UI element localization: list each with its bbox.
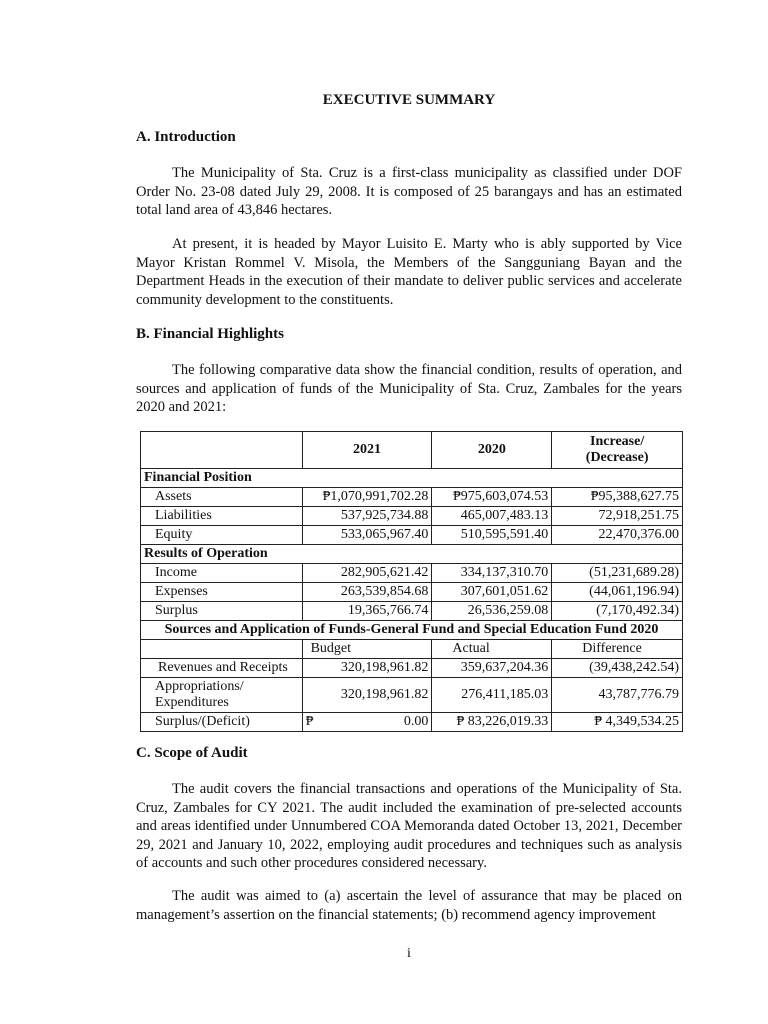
- table-header-row: [141, 432, 683, 469]
- results-of-operation-title: Results of Operation: [141, 545, 683, 564]
- cell-diff: (44,061,196.94): [552, 583, 683, 602]
- header-difference: [552, 432, 683, 469]
- table-row: [141, 602, 683, 621]
- cell-diff: (51,231,689.28): [552, 564, 683, 583]
- row-label: Surplus: [141, 602, 303, 621]
- table-row: [141, 659, 683, 678]
- cell-budget: [302, 713, 432, 732]
- cell-2021: 19,365,766.74: [302, 602, 432, 621]
- header-difference-line1: Increase/: [590, 434, 645, 449]
- subheader-blank: [141, 640, 303, 659]
- subheader-budget: Budget: [302, 640, 432, 659]
- row-label: Assets: [141, 488, 303, 507]
- intro-paragraph-1: The Municipality of Sta. Cruz is a first-class municipality as classified under DOF Order No. 23-08 dated July 29, 2008. It is composed of 25 barangays and has an estimated total land area of 43,846 hectares.: [136, 165, 682, 218]
- sources-subheader-row: [141, 640, 683, 659]
- subheader-difference: Difference: [552, 640, 683, 659]
- cell-diff: 43,787,776.79: [552, 678, 683, 713]
- scope-paragraph-2: The audit was aimed to (a) ascertain the level of assurance that may be placed on management’s assertion on the financial statements; (b) recommend agency improvement: [136, 888, 682, 923]
- surplus-deficit-row: [141, 713, 683, 732]
- header-2020: 2020: [432, 432, 552, 469]
- row-label-line2: Expenditures: [155, 695, 229, 710]
- table-row: [141, 526, 683, 545]
- peso-sign: ₱: [305, 714, 314, 729]
- cell-2020: 307,601,051.62: [432, 583, 552, 602]
- header-difference-line2: (Decrease): [585, 450, 649, 465]
- cell-budget: 320,198,961.82: [302, 659, 432, 678]
- financial-highlights-table: [140, 431, 683, 732]
- row-label: Expenses: [141, 583, 303, 602]
- table-row: [141, 507, 683, 526]
- row-label-line1: Appropriations/: [155, 679, 244, 694]
- header-2021: 2021: [302, 432, 432, 469]
- section-a-heading: A. Introduction: [136, 129, 236, 145]
- cell-2021: 537,925,734.88: [302, 507, 432, 526]
- subheader-actual: Actual: [432, 640, 552, 659]
- page-number: i: [407, 946, 411, 961]
- section-b-heading: B. Financial Highlights: [136, 326, 284, 342]
- cell-diff: ₱ 4,349,534.25: [552, 713, 683, 732]
- intro-paragraph-2: At present, it is headed by Mayor Luisito E. Marty who is ably supported by Vice Mayor Kristan Rommel V. Misola, the Members of the Sangguniang Bayan and the Department Heads in the execution of their mandate to deliver public services and accelerate community development to the constituents.: [136, 236, 682, 308]
- table-row: [141, 678, 683, 713]
- budget-value: 0.00: [403, 714, 429, 729]
- section-row-sources: [141, 621, 683, 640]
- cell-diff: 22,470,376.00: [552, 526, 683, 545]
- header-blank: [141, 432, 303, 469]
- section-row-results-of-operation: [141, 545, 683, 564]
- cell-2021: 282,905,621.42: [302, 564, 432, 583]
- financial-highlights-paragraph: The following comparative data show the financial condition, results of operation, and sources and application of funds of the Municipality of Sta. Cruz, Zambales for the years 2020 and 2021:: [136, 362, 682, 415]
- row-label: Liabilities: [141, 507, 303, 526]
- section-c-heading: C. Scope of Audit: [136, 745, 248, 761]
- cell-2020: ₱975,603,074.53: [432, 488, 552, 507]
- cell-actual: 276,411,185.03: [432, 678, 552, 713]
- cell-2020: 334,137,310.70: [432, 564, 552, 583]
- budget-peso-wrapper: [306, 714, 429, 730]
- cell-2020: 510,595,591.40: [432, 526, 552, 545]
- cell-diff: (39,438,242.54): [552, 659, 683, 678]
- financial-position-title: Financial Position: [141, 469, 683, 488]
- cell-2020: 26,536,259.08: [432, 602, 552, 621]
- cell-2021: ₱1,070,991,702.28: [302, 488, 432, 507]
- cell-2021: 263,539,854.68: [302, 583, 432, 602]
- cell-budget: 320,198,961.82: [302, 678, 432, 713]
- row-label: Revenues and Receipts: [141, 659, 303, 678]
- cell-diff: 72,918,251.75: [552, 507, 683, 526]
- row-label: [141, 678, 303, 713]
- cell-actual: 359,637,204.36: [432, 659, 552, 678]
- table-row: [141, 488, 683, 507]
- sources-title: Sources and Application of Funds-General Fund and Special Education Fund 2020: [141, 621, 683, 640]
- row-label: Income: [141, 564, 303, 583]
- scope-paragraph-1: The audit covers the financial transactions and operations of the Municipality of Sta. Cruz, Zambales for CY 2021. The audit included the examination of pre-selected accounts and areas identified under Unnumbered COA Memoranda dated October 13, 2021, December 29, 2021 and January 10, 2022, employing audit procedures and techniques such as analysis of accounts and such other procedures considered necessary.: [136, 781, 682, 871]
- cell-2021: 533,065,967.40: [302, 526, 432, 545]
- table-row: [141, 583, 683, 602]
- table-row: [141, 564, 683, 583]
- row-label: Equity: [141, 526, 303, 545]
- row-label: Surplus/(Deficit): [141, 713, 303, 732]
- cell-diff: ₱95,388,627.75: [552, 488, 683, 507]
- cell-actual: ₱ 83,226,019.33: [432, 713, 552, 732]
- cell-2020: 465,007,483.13: [432, 507, 552, 526]
- section-row-financial-position: [141, 469, 683, 488]
- cell-diff: (7,170,492.34): [552, 602, 683, 621]
- document-title: EXECUTIVE SUMMARY: [322, 92, 496, 108]
